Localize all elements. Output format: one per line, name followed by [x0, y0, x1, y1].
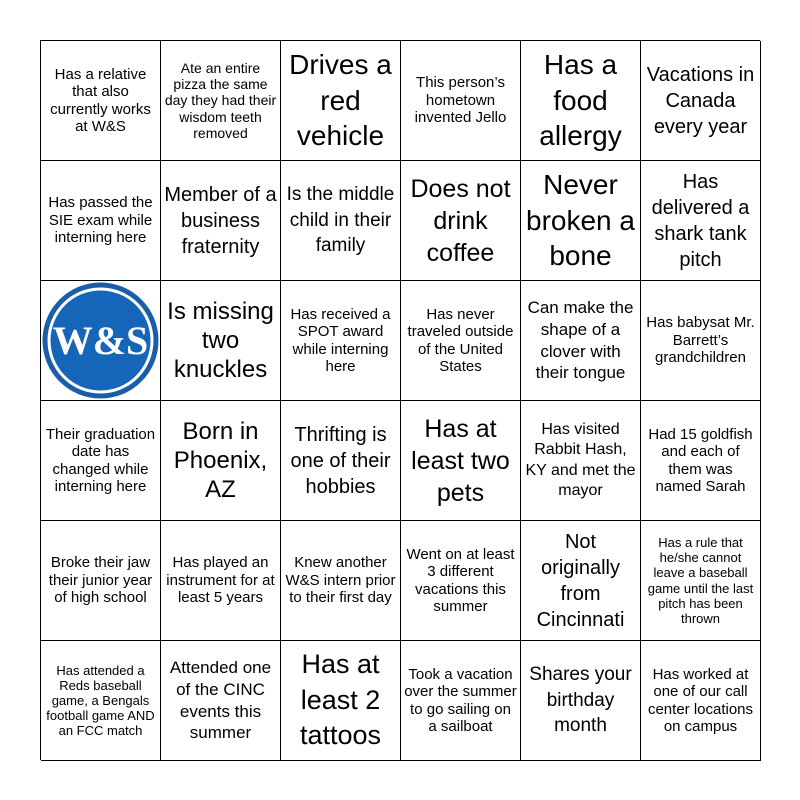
bingo-square[interactable]: Is the middle child in their family [281, 161, 401, 281]
bingo-square[interactable]: Member of a business fraternity [161, 161, 281, 281]
bingo-square[interactable]: Has worked at one of our call center locations on campus [641, 641, 761, 761]
bingo-square[interactable]: Knew another W&S intern prior to their first day [281, 521, 401, 641]
bingo-square[interactable]: This person’s hometown invented Jello [401, 41, 521, 161]
bingo-square[interactable]: Broke their jaw their junior year of high school [41, 521, 161, 641]
bingo-square[interactable]: Attended one of the CINC events this summer [161, 641, 281, 761]
bingo-square[interactable]: Never broken a bone [521, 161, 641, 281]
bingo-square[interactable]: Took a vacation over the summer to go sailing on a sailboat [401, 641, 521, 761]
bingo-square[interactable]: Has attended a Reds baseball game, a Bengals football game AND an FCC match [41, 641, 161, 761]
bingo-square[interactable]: Has babysat Mr. Barrett’s grandchildren [641, 281, 761, 401]
bingo-square[interactable]: Has received a SPOT award while interning here [281, 281, 401, 401]
bingo-square[interactable]: Drives a red vehicle [281, 41, 401, 161]
bingo-square[interactable]: Has delivered a shark tank pitch [641, 161, 761, 281]
bingo-square[interactable]: Has a food allergy [521, 41, 641, 161]
bingo-square[interactable]: Ate an entire pizza the same day they had their wisdom teeth removed [161, 41, 281, 161]
logo-text: W&S [52, 318, 149, 363]
bingo-square[interactable]: Has visited Rabbit Hash, KY and met the mayor [521, 401, 641, 521]
bingo-square[interactable]: Vacations in Canada every year [641, 41, 761, 161]
bingo-square[interactable]: Went on at least 3 different vacations this summer [401, 521, 521, 641]
bingo-square[interactable]: Is missing two knuckles [161, 281, 281, 401]
bingo-square[interactable]: Does not drink coffee [401, 161, 521, 281]
bingo-card [40, 40, 760, 760]
bingo-square[interactable]: Can make the shape of a clover with their tongue [521, 281, 641, 401]
free-space-logo [41, 281, 161, 401]
bingo-square[interactable]: Has at least 2 tattoos [281, 641, 401, 761]
bingo-square[interactable]: Shares your birthday month [521, 641, 641, 761]
bingo-square[interactable]: Thrifting is one of their hobbies [281, 401, 401, 521]
bingo-square[interactable]: Born in Phoenix, AZ [161, 401, 281, 521]
bingo-square[interactable]: Has passed the SIE exam while interning here [41, 161, 161, 281]
bingo-square[interactable]: Not originally from Cincinnati [521, 521, 641, 641]
bingo-square[interactable]: Has at least two pets [401, 401, 521, 521]
ws-logo-icon [41, 281, 160, 400]
bingo-square[interactable]: Their graduation date has changed while interning here [41, 401, 161, 521]
bingo-square[interactable]: Has a relative that also currently works at W&S [41, 41, 161, 161]
bingo-square[interactable]: Has played an instrument for at least 5 years [161, 521, 281, 641]
bingo-square[interactable]: Had 15 goldfish and each of them was named Sarah [641, 401, 761, 521]
bingo-square[interactable]: Has a rule that he/she cannot leave a baseball game until the last pitch has been thrown [641, 521, 761, 641]
bingo-square[interactable]: Has never traveled outside of the United States [401, 281, 521, 401]
